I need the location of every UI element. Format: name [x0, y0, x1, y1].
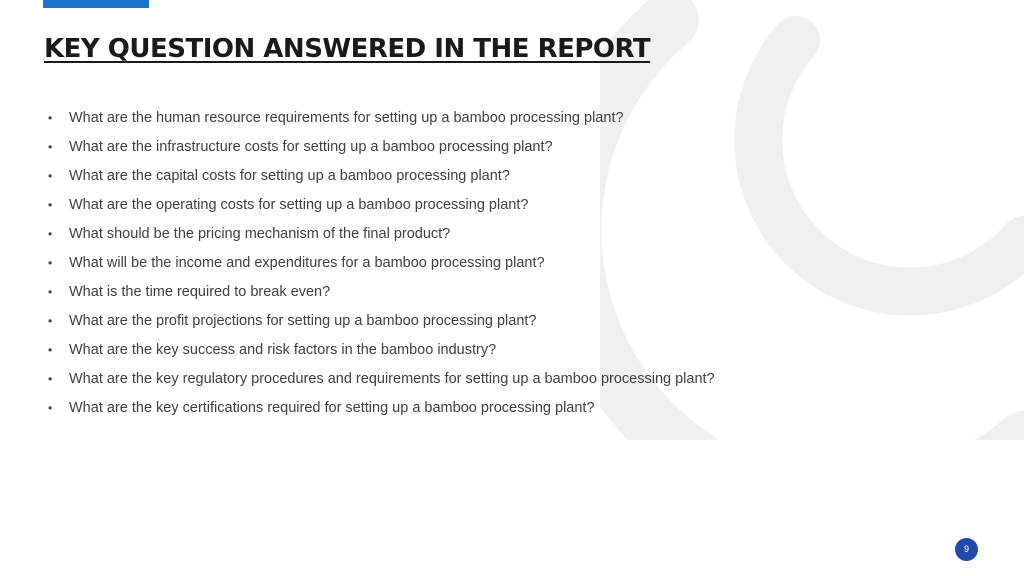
bullet: •: [48, 140, 53, 154]
bullet: •: [48, 111, 53, 125]
list-item: [48, 394, 715, 423]
list-item: [48, 104, 715, 133]
top-accent-bar: [43, 0, 149, 8]
bullet: •: [48, 372, 53, 386]
question-text: What are the key regulatory procedures and requirements for setting up a bamboo processing plant?: [69, 371, 715, 387]
bullet: •: [48, 285, 53, 299]
question-text: What are the key certifications required for setting up a bamboo processing plant?: [69, 400, 595, 416]
slide-title: KEY QUESTION ANSWERED IN THE REPORT: [44, 34, 651, 64]
list-item: [48, 307, 715, 336]
list-item: [48, 220, 715, 249]
question-text: What are the operating costs for setting up a bamboo processing plant?: [69, 197, 529, 213]
watermark-inner-arc: [758, 40, 1024, 292]
question-text: What are the key success and risk factors in the bamboo industry?: [69, 342, 497, 358]
question-text: What are the capital costs for setting up a bamboo processing plant?: [69, 168, 510, 184]
list-item: [48, 278, 715, 307]
question-text: What are the infrastructure costs for setting up a bamboo processing plant?: [69, 139, 553, 155]
list-item: [48, 162, 715, 191]
bullet: •: [48, 227, 53, 241]
bullet: •: [48, 343, 53, 357]
list-item: [48, 133, 715, 162]
list-item: [48, 249, 715, 278]
bullet: •: [48, 314, 53, 328]
bullet: •: [48, 401, 53, 415]
bullet: •: [48, 256, 53, 270]
question-text: What will be the income and expenditures for a bamboo processing plant?: [69, 255, 545, 271]
list-item: [48, 365, 715, 394]
list-item: [48, 336, 715, 365]
question-list: [48, 104, 715, 423]
question-text: What should be the pricing mechanism of the final product?: [69, 226, 451, 242]
question-text: What are the human resource requirements for setting up a bamboo processing plant?: [69, 110, 624, 126]
page-number-badge: 9: [955, 538, 978, 561]
question-text: What are the profit projections for setting up a bamboo processing plant?: [69, 313, 537, 329]
bullet: •: [48, 198, 53, 212]
list-item: [48, 191, 715, 220]
question-text: What is the time required to break even?: [69, 284, 331, 300]
bullet: •: [48, 169, 53, 183]
